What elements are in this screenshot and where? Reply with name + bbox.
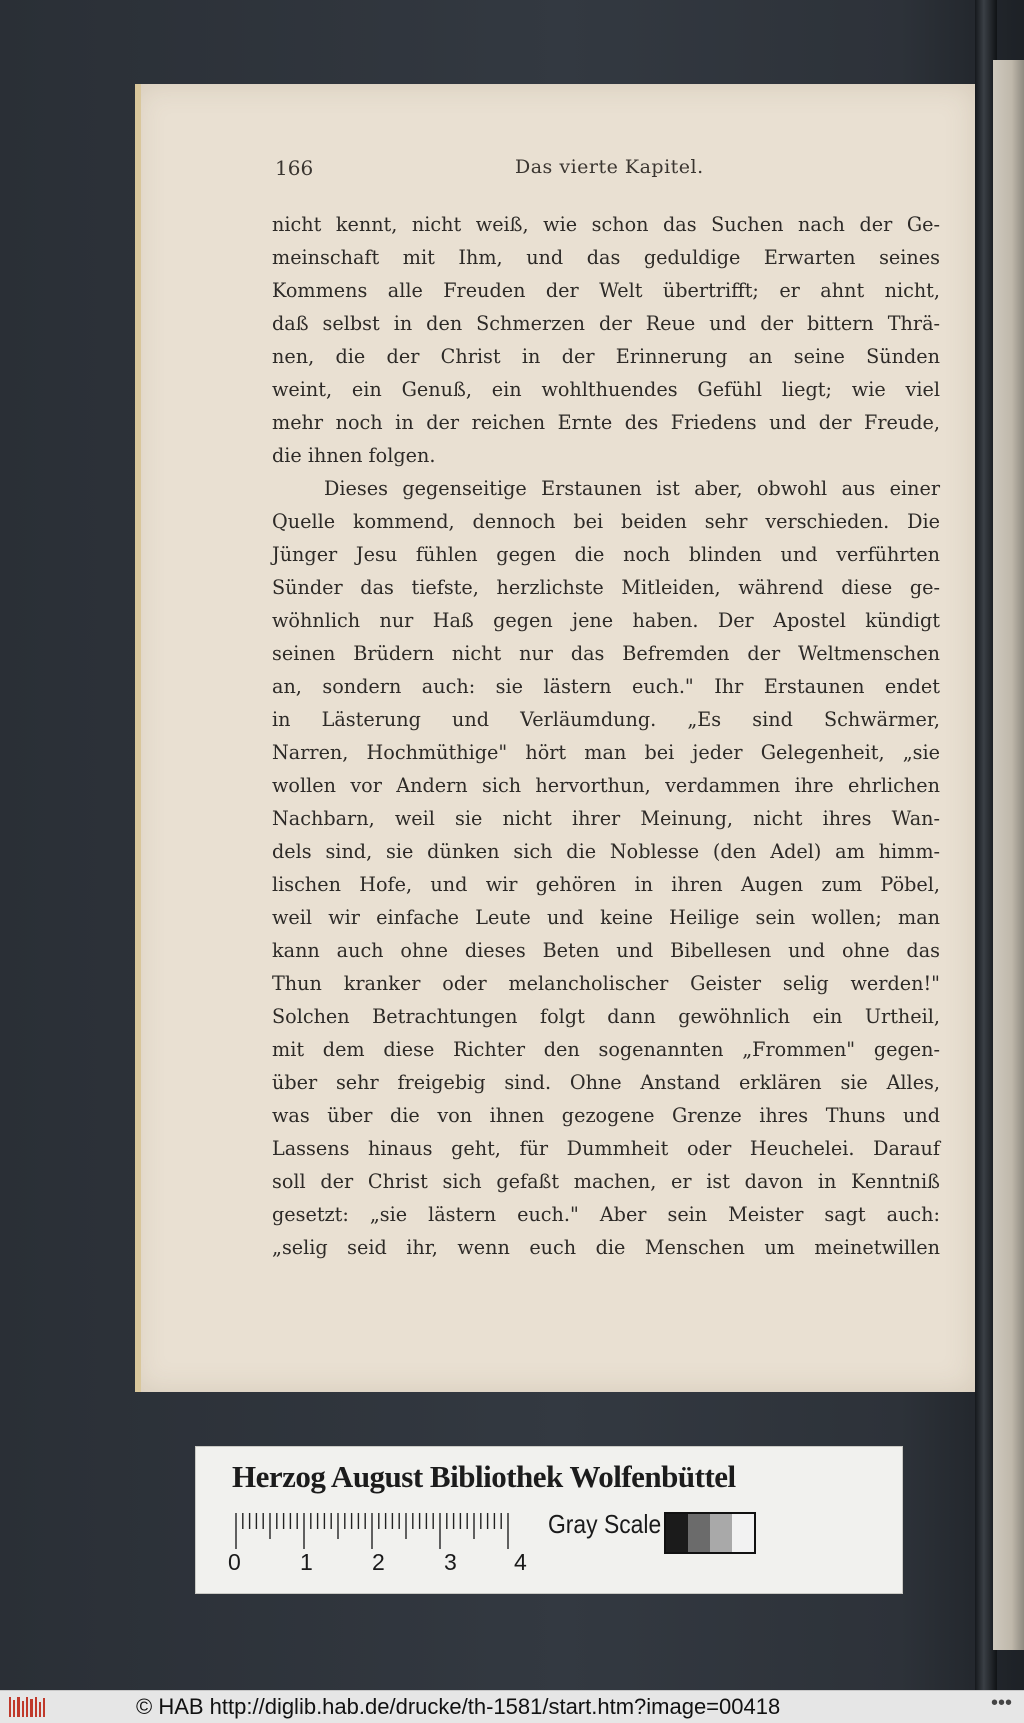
color-target-card (196, 1447, 902, 1593)
hab-logo-icon (8, 1695, 46, 1719)
text-line: gesetzt: „sie lästern euch." Aber sein Meister sagt auch: (272, 1203, 940, 1226)
text-line: mehr noch in der reichen Ernte des Friedens und der Freude, (272, 411, 940, 434)
text-line: wollen vor Andern sich hervorthun, verdammen ihre ehrlichen (272, 774, 940, 797)
book-page (135, 84, 975, 1392)
text-line: dels sind, sie dünken sich die Noblesse (den Adel) am himm- (272, 840, 940, 863)
text-line: was über die von ihnen gezogene Grenze ihres Thuns und (272, 1104, 940, 1127)
chapter-title: Das vierte Kapitel. (515, 156, 704, 178)
running-head (275, 156, 835, 186)
text-line: die ihnen folgen. (272, 444, 436, 467)
text-line: Lassens hinaus geht, für Dummheit oder Heuchelei. Darauf (272, 1137, 940, 1160)
ruler-label: 0 (228, 1549, 241, 1575)
text-line: Solchen Betrachtungen folgt dann gewöhnlich ein Urtheil, (272, 1005, 940, 1028)
ruler-label: 3 (444, 1549, 457, 1575)
ruler-label: 4 (514, 1549, 527, 1575)
text-line: Kommens alle Freuden der Welt übertrifft; er ahnt nicht, (272, 279, 940, 302)
text-line: soll der Christ sich gefaßt machen, er ist davon in Kenntniß (272, 1170, 940, 1193)
page-body-text (272, 208, 940, 1264)
gray-scale-swatches (664, 1512, 756, 1554)
text-line: weil wir einfache Leute und keine Heilige sein wollen; man (272, 906, 940, 929)
text-line: nicht kennt, nicht weiß, wie schon das Suchen nach der Ge- (272, 213, 940, 236)
text-line: daß selbst in den Schmerzen der Reue und der bittern Thrä- (272, 312, 940, 335)
text-line: lischen Hofe, und wir gehören in ihren Augen zum Pöbel, (272, 873, 940, 896)
gray-swatch (732, 1514, 754, 1552)
text-line: an, sondern auch: sie lästern euch." Ihr Erstaunen endet (272, 675, 940, 698)
text-line: Nachbarn, weil sie nicht ihrer Meinung, nicht ihres Wan- (272, 807, 940, 830)
text-line: Narren, Hochmüthige" hört man bei jeder Gelegenheit, „sie (272, 741, 940, 764)
text-line: Sünder das tiefste, herzlichste Mitleiden, während diese ge- (272, 576, 940, 599)
footer-bar (0, 1690, 1024, 1723)
text-line: Jünger Jesu fühlen gegen die noch blinden und verführten (272, 543, 940, 566)
text-line: kann auch ohne dieses Beten und Bibellesen und ohne das (272, 939, 940, 962)
text-line: meinschaft mit Ihm, und das geduldige Erwarten seines (272, 246, 940, 269)
ruler-label: 1 (300, 1549, 313, 1575)
text-line: nen, die der Christ in der Erinnerung an seine Sünden (272, 345, 940, 368)
text-line: über sehr freigebig sind. Ohne Anstand erklären sie Alles, (272, 1071, 940, 1094)
text-line: „selig seid ihr, wenn euch die Menschen um meinetwillen (272, 1236, 940, 1259)
text-line: Dieses gegenseitige Erstaunen ist aber, obwohl aus einer (324, 477, 940, 500)
ruler-scale (234, 1513, 524, 1553)
page-number: 166 (275, 156, 314, 180)
gray-scale-label: Gray Scale (548, 1509, 662, 1539)
copyright-url-text: © HAB http://diglib.hab.de/drucke/th-1581/start.htm?image=00418 (136, 1694, 781, 1719)
adjacent-page-edge (993, 60, 1024, 1650)
gray-swatch (666, 1514, 688, 1552)
more-options-icon[interactable]: ••• (990, 1692, 1012, 1714)
text-line: seinen Brüdern nicht nur das Befremden der Weltmenschen (272, 642, 940, 665)
gray-swatch (710, 1514, 732, 1552)
text-line: Quelle kommend, dennoch bei beiden sehr verschieden. Die (272, 510, 940, 533)
text-line: in Lästerung und Verläumdung. „Es sind Schwärmer, (272, 708, 940, 731)
gray-swatch (688, 1514, 710, 1552)
text-line: Thun kranker oder melancholischer Geister selig werden!" (272, 972, 940, 995)
text-line: weint, ein Genuß, ein wohlthuendes Gefühl liegt; wie viel (272, 378, 940, 401)
library-name: Herzog August Bibliothek Wolfenbüttel (232, 1459, 736, 1494)
ruler-label: 2 (372, 1549, 385, 1575)
text-line: wöhnlich nur Haß gegen jene haben. Der Apostel kündigt (272, 609, 940, 632)
text-line: mit dem diese Richter den sogenannten „Frommen" gegen- (272, 1038, 940, 1061)
